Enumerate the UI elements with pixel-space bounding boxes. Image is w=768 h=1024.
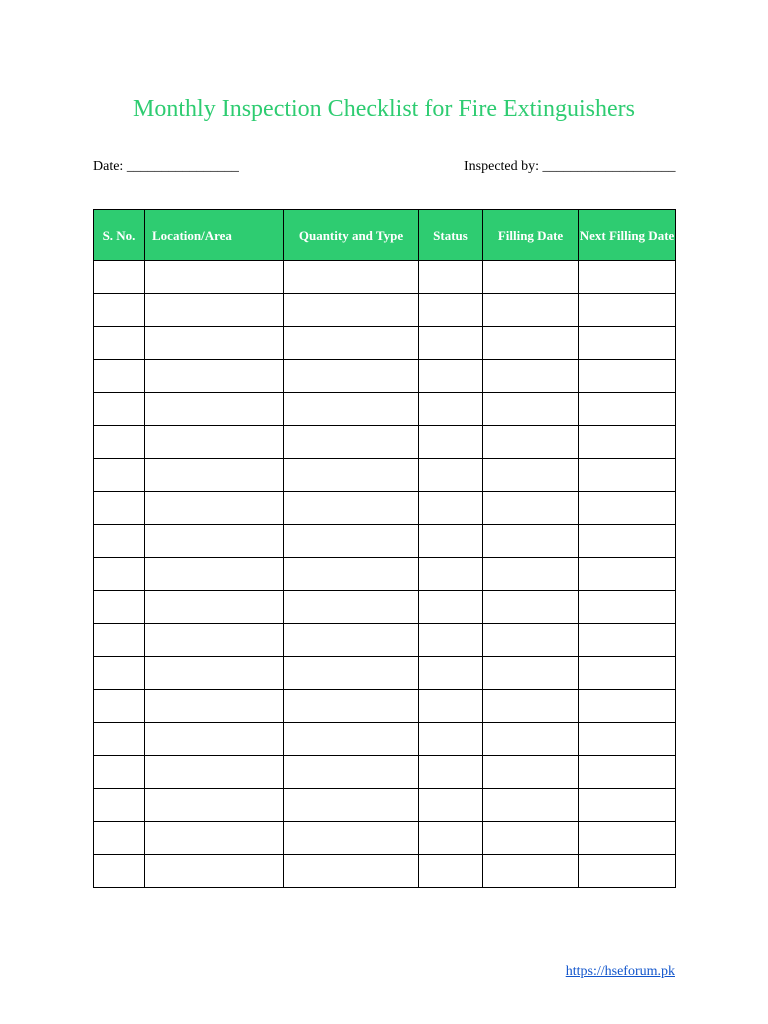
table-cell[interactable] (419, 525, 483, 558)
table-cell[interactable] (579, 624, 676, 657)
table-cell[interactable] (483, 525, 579, 558)
table-cell[interactable] (483, 294, 579, 327)
table-cell[interactable] (284, 459, 419, 492)
table-row (94, 756, 676, 789)
table-cell[interactable] (145, 492, 284, 525)
table-cell[interactable] (419, 855, 483, 888)
table-cell[interactable] (145, 327, 284, 360)
date-field-label: Date: ________________ (93, 159, 239, 174)
table-cell[interactable] (94, 690, 145, 723)
table-cell[interactable] (579, 558, 676, 591)
table-cell[interactable] (145, 624, 284, 657)
table-cell[interactable] (483, 459, 579, 492)
table-row (94, 789, 676, 822)
table-cell[interactable] (419, 492, 483, 525)
table-cell[interactable] (284, 690, 419, 723)
table-row (94, 459, 676, 492)
table-cell[interactable] (145, 789, 284, 822)
table-cell[interactable] (483, 624, 579, 657)
table-cell[interactable] (483, 723, 579, 756)
table-cell[interactable] (145, 690, 284, 723)
table-row (94, 624, 676, 657)
table-cell[interactable] (94, 393, 145, 426)
table-row (94, 822, 676, 855)
table-cell[interactable] (579, 723, 676, 756)
table-cell[interactable] (579, 822, 676, 855)
table-cell[interactable] (419, 789, 483, 822)
table-row (94, 558, 676, 591)
table-cell[interactable] (145, 657, 284, 690)
table-cell[interactable] (483, 690, 579, 723)
table-cell[interactable] (284, 426, 419, 459)
table-cell[interactable] (579, 657, 676, 690)
table-cell[interactable] (94, 360, 145, 393)
table-cell[interactable] (145, 855, 284, 888)
table-cell[interactable] (483, 261, 579, 294)
inspected-by-field-label: Inspected by: ___________________ (464, 159, 676, 174)
table-header (94, 210, 676, 261)
table-row (94, 294, 676, 327)
table-cell[interactable] (419, 756, 483, 789)
header-status: Status (419, 210, 483, 261)
header-serial-no: S. No. (94, 210, 145, 261)
table-row (94, 525, 676, 558)
table-cell[interactable] (284, 393, 419, 426)
table-row (94, 690, 676, 723)
table-cell[interactable] (94, 525, 145, 558)
table-cell[interactable] (284, 558, 419, 591)
table-cell[interactable] (145, 459, 284, 492)
table-cell[interactable] (419, 723, 483, 756)
table-cell[interactable] (483, 756, 579, 789)
table-cell[interactable] (284, 492, 419, 525)
table-cell[interactable] (483, 822, 579, 855)
table-cell[interactable] (579, 459, 676, 492)
table-cell[interactable] (579, 756, 676, 789)
table-cell[interactable] (419, 624, 483, 657)
table-cell[interactable] (284, 756, 419, 789)
table-cell[interactable] (94, 294, 145, 327)
table-cell[interactable] (284, 855, 419, 888)
table-cell[interactable] (145, 723, 284, 756)
table-cell[interactable] (483, 327, 579, 360)
table-cell[interactable] (284, 624, 419, 657)
table-row (94, 360, 676, 393)
page-title: Monthly Inspection Checklist for Fire Extinguishers (133, 96, 635, 122)
table-cell[interactable] (284, 822, 419, 855)
table-cell[interactable] (284, 294, 419, 327)
footer-website-link[interactable]: https://hseforum.pk (565, 964, 675, 979)
inspection-table (93, 209, 676, 888)
table-cell[interactable] (94, 492, 145, 525)
table-cell[interactable] (579, 492, 676, 525)
table-cell[interactable] (579, 393, 676, 426)
header-location-area: Location/Area (145, 210, 284, 261)
table-cell[interactable] (94, 426, 145, 459)
table-cell[interactable] (483, 360, 579, 393)
header-next-filling-date: Next Filling Date (579, 210, 676, 261)
table-cell[interactable] (579, 360, 676, 393)
table-row (94, 855, 676, 888)
table-cell[interactable] (145, 294, 284, 327)
table-cell[interactable] (94, 261, 145, 294)
table-cell[interactable] (145, 525, 284, 558)
table-cell[interactable] (579, 690, 676, 723)
table-cell[interactable] (419, 459, 483, 492)
table-row (94, 657, 676, 690)
table-row (94, 723, 676, 756)
table-body (94, 261, 676, 888)
table-cell[interactable] (419, 558, 483, 591)
table-cell[interactable] (483, 558, 579, 591)
table-cell[interactable] (419, 822, 483, 855)
table-cell[interactable] (145, 426, 284, 459)
table-row (94, 591, 676, 624)
table-row (94, 327, 676, 360)
table-cell[interactable] (94, 822, 145, 855)
table-cell[interactable] (94, 459, 145, 492)
table-cell[interactable] (579, 591, 676, 624)
table-cell[interactable] (419, 261, 483, 294)
table-cell[interactable] (145, 360, 284, 393)
table-row (94, 393, 676, 426)
table-cell[interactable] (94, 756, 145, 789)
table-cell[interactable] (483, 492, 579, 525)
table-cell[interactable] (145, 558, 284, 591)
table-cell[interactable] (284, 525, 419, 558)
table-cell[interactable] (483, 591, 579, 624)
table-cell[interactable] (94, 558, 145, 591)
table-cell[interactable] (419, 393, 483, 426)
table-cell[interactable] (419, 591, 483, 624)
table-cell[interactable] (419, 426, 483, 459)
header-row (94, 210, 676, 261)
table-row (94, 426, 676, 459)
table-cell[interactable] (483, 426, 579, 459)
table-cell[interactable] (94, 723, 145, 756)
header-quantity-type: Quantity and Type (284, 210, 419, 261)
table-cell[interactable] (284, 657, 419, 690)
table-row (94, 492, 676, 525)
table-cell[interactable] (483, 855, 579, 888)
table-cell[interactable] (579, 261, 676, 294)
table-cell[interactable] (94, 624, 145, 657)
table-cell[interactable] (145, 822, 284, 855)
table-cell[interactable] (419, 657, 483, 690)
table-row (94, 261, 676, 294)
table-cell[interactable] (145, 591, 284, 624)
table-cell[interactable] (94, 327, 145, 360)
table-cell[interactable] (579, 294, 676, 327)
table-cell[interactable] (419, 294, 483, 327)
table-cell[interactable] (145, 756, 284, 789)
table-cell[interactable] (94, 855, 145, 888)
table-cell[interactable] (284, 789, 419, 822)
table-cell[interactable] (419, 690, 483, 723)
header-filling-date: Filling Date (483, 210, 579, 261)
table-cell[interactable] (579, 426, 676, 459)
table-cell[interactable] (483, 657, 579, 690)
table-cell[interactable] (284, 591, 419, 624)
table-cell[interactable] (579, 789, 676, 822)
table-cell[interactable] (94, 591, 145, 624)
table-cell[interactable] (284, 327, 419, 360)
table-cell[interactable] (419, 327, 483, 360)
table-cell[interactable] (145, 261, 284, 294)
table-cell[interactable] (145, 393, 284, 426)
table-cell[interactable] (579, 327, 676, 360)
table-cell[interactable] (483, 789, 579, 822)
table-cell[interactable] (94, 657, 145, 690)
table-cell[interactable] (284, 723, 419, 756)
table-cell[interactable] (579, 855, 676, 888)
table-cell[interactable] (579, 525, 676, 558)
table-cell[interactable] (284, 360, 419, 393)
table-cell[interactable] (419, 360, 483, 393)
table-cell[interactable] (483, 393, 579, 426)
table-cell[interactable] (284, 261, 419, 294)
table-cell[interactable] (94, 789, 145, 822)
